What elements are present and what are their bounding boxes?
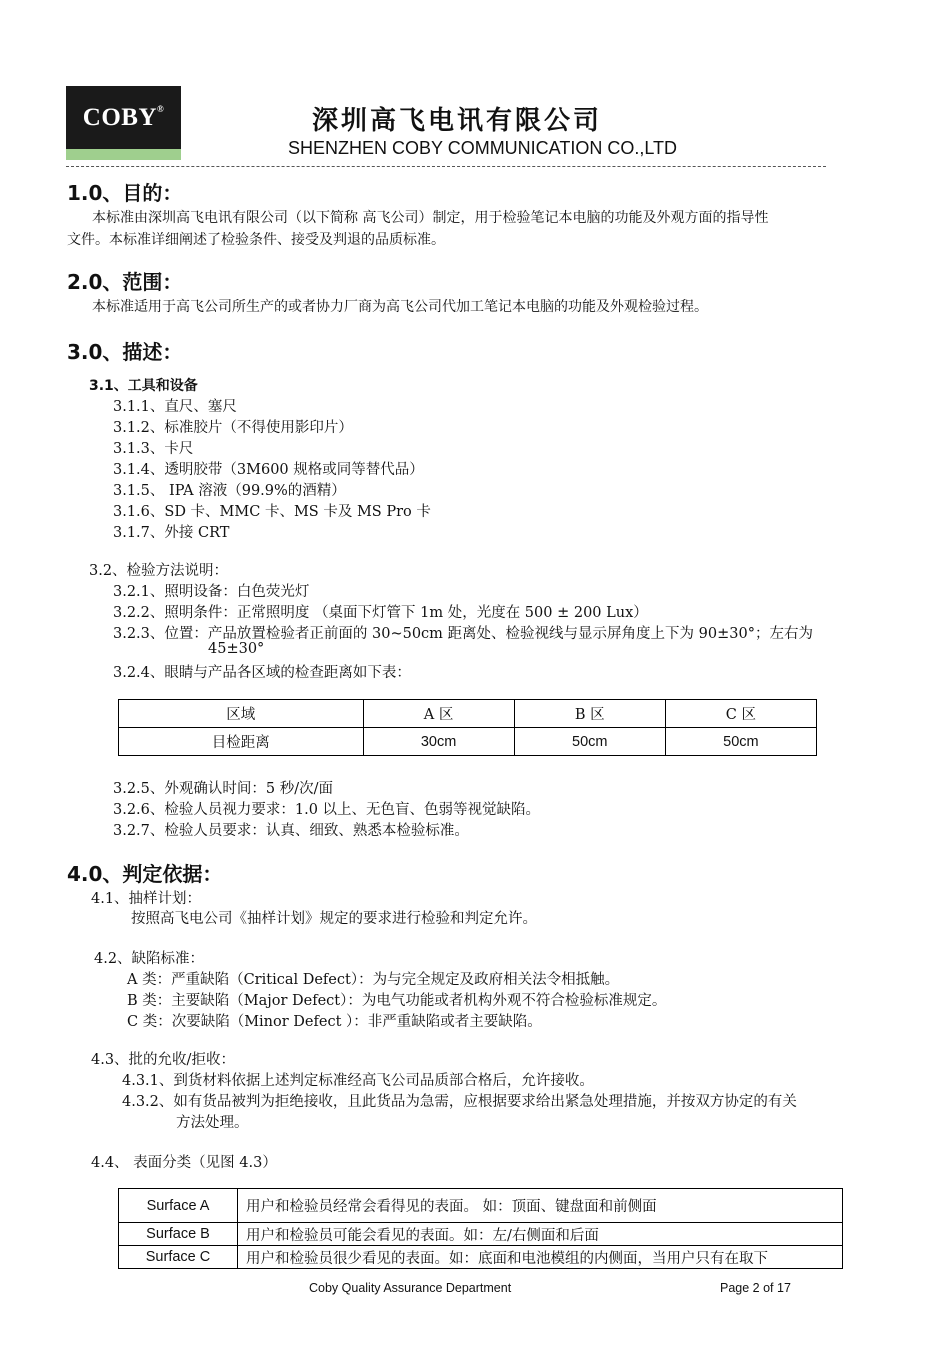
table-cell: B 区: [514, 700, 665, 728]
tool-item: 3.1.3、卡尺: [113, 441, 194, 457]
method-item: 3.2.3、位置：产品放置检验者正前面的 30~50cm 距离处、检验视线与显示屏角度上下为 90±30°；左右为: [113, 626, 813, 642]
surface-name: Surface B: [119, 1223, 238, 1246]
registered-mark: ®: [157, 104, 165, 114]
company-name-en: SHENZHEN COBY COMMUNICATION CO.,LTD: [288, 138, 678, 158]
table-cell: 50cm: [665, 728, 816, 756]
method-item: 3.2.6、检验人员视力要求：1.0 以上、无色盲、色弱等视觉缺陷。: [113, 802, 541, 818]
section-4-heading: 4.0、判定依据：: [67, 862, 223, 886]
surface-desc: 用户和检验员可能会看见的表面。如：左/右侧面和后面: [238, 1223, 843, 1246]
section-4-1-text: 按照高飞电公司《抽样计划》规定的要求进行检验和判定允许。: [131, 911, 537, 927]
tool-item: 3.1.4、透明胶带（3M600 规格或同等替代品）: [113, 462, 424, 478]
logo-green-bar: [66, 149, 181, 160]
table-cell: 目检距离: [119, 728, 364, 756]
section-4-2-title: 4.2、缺陷标准：: [94, 951, 205, 967]
defect-item: C 类：次要缺陷（Minor Defect ）：非严重缺陷或者主要缺陷。: [127, 1014, 542, 1030]
table-row: [119, 1223, 843, 1246]
section-3-2-title: 3.2、检验方法说明：: [89, 563, 229, 579]
section-1-heading: 1.0、目的：: [67, 181, 183, 205]
method-item: 3.2.4、眼睛与产品各区域的检查距离如下表：: [113, 665, 411, 681]
method-item-continued: 45±30°: [208, 641, 265, 657]
header-divider: [66, 166, 826, 167]
table-cell: A 区: [363, 700, 514, 728]
surface-name: Surface C: [119, 1246, 238, 1269]
table-row: [119, 1246, 843, 1269]
method-item: 3.2.7、检验人员要求：认真、细致、熟悉本检验标准。: [113, 823, 469, 839]
defect-item: B 类：主要缺陷（Major Defect）：为电气功能或者机构外观不符合检验标准规定。: [127, 993, 667, 1009]
table-cell: C 区: [665, 700, 816, 728]
method-item: 3.2.1、照明设备：白色荧光灯: [113, 584, 310, 600]
table-cell: 50cm: [514, 728, 665, 756]
footer-page-number: Page 2 of 17: [720, 1281, 791, 1295]
section-3-heading: 3.0、描述：: [67, 340, 183, 364]
tool-item: 3.1.5、 IPA 溶液（99.9%的酒精）: [113, 483, 346, 499]
section-1-line-1: 本标准由深圳高飞电讯有限公司（以下简称 高飞公司）制定，用于检验笔记本电脑的功能及外观方面的指导性: [92, 210, 769, 226]
inspection-distance-table: [118, 699, 817, 756]
method-item: 3.2.2、照明条件：正常照明度 （桌面下灯管下 1m 处，光度在 500 ± 200 Lux）: [113, 605, 648, 621]
defect-item: A 类：严重缺陷（Critical Defect）：为与完全规定及政府相关法令相抵触。: [127, 972, 620, 988]
table-header-row: [119, 700, 817, 728]
method-item: 3.2.5、外观确认时间：5 秒/次/面: [113, 781, 333, 797]
section-2-line-1: 本标准适用于高飞公司所生产的或者协力厂商为高飞公司代加工笔记本电脑的功能及外观检验过程。: [92, 299, 708, 315]
surface-desc: 用户和检验员经常会看得见的表面。 如：顶面、键盘面和前侧面: [238, 1189, 843, 1223]
table-cell: 区域: [119, 700, 364, 728]
company-logo: [66, 86, 181, 160]
surface-desc: 用户和检验员很少看见的表面。如：底面和电池模组的内侧面，当用户只有在取下: [238, 1246, 843, 1269]
section-4-1-title: 4.1、抽样计划：: [91, 891, 202, 907]
tool-item: 3.1.2、标准胶片（不得使用影印片）: [113, 420, 353, 436]
table-row: [119, 728, 817, 756]
section-2-heading: 2.0、范围：: [67, 270, 183, 294]
accept-item: 4.3.2、如有货品被判为拒绝接收，且此货品为急需，应根据要求给出紧急处理措施，并按双方协定的有关: [122, 1094, 797, 1110]
accept-item: 4.3.1、到货材料依据上述判定标准经高飞公司品质部合格后，允许接收。: [122, 1073, 594, 1089]
tool-item: 3.1.1、直尺、塞尺: [113, 399, 237, 415]
surface-classification-table: [118, 1188, 843, 1269]
section-4-3-title: 4.3、批的允收/拒收：: [91, 1052, 235, 1068]
tool-item: 3.1.7、外接 CRT: [113, 525, 230, 541]
footer-department: Coby Quality Assurance Department: [309, 1281, 512, 1295]
surface-name: Surface A: [119, 1189, 238, 1223]
table-row: [119, 1189, 843, 1223]
logo-text: COBY: [82, 104, 157, 131]
section-4-4-title: 4.4、 表面分类（见图 4.3）: [91, 1155, 277, 1171]
accept-item-continued: 方法处理。: [176, 1115, 249, 1131]
table-cell: 30cm: [363, 728, 514, 756]
section-3-1-title: 3.1、工具和设备: [89, 378, 198, 394]
section-1-line-2: 文件。本标准详细阐述了检验条件、接受及判退的品质标准。: [67, 232, 445, 248]
tool-item: 3.1.6、SD 卡、MMC 卡、MS 卡及 MS Pro 卡: [113, 504, 431, 520]
company-name-cn: 深圳高飞电讯有限公司: [312, 106, 603, 136]
